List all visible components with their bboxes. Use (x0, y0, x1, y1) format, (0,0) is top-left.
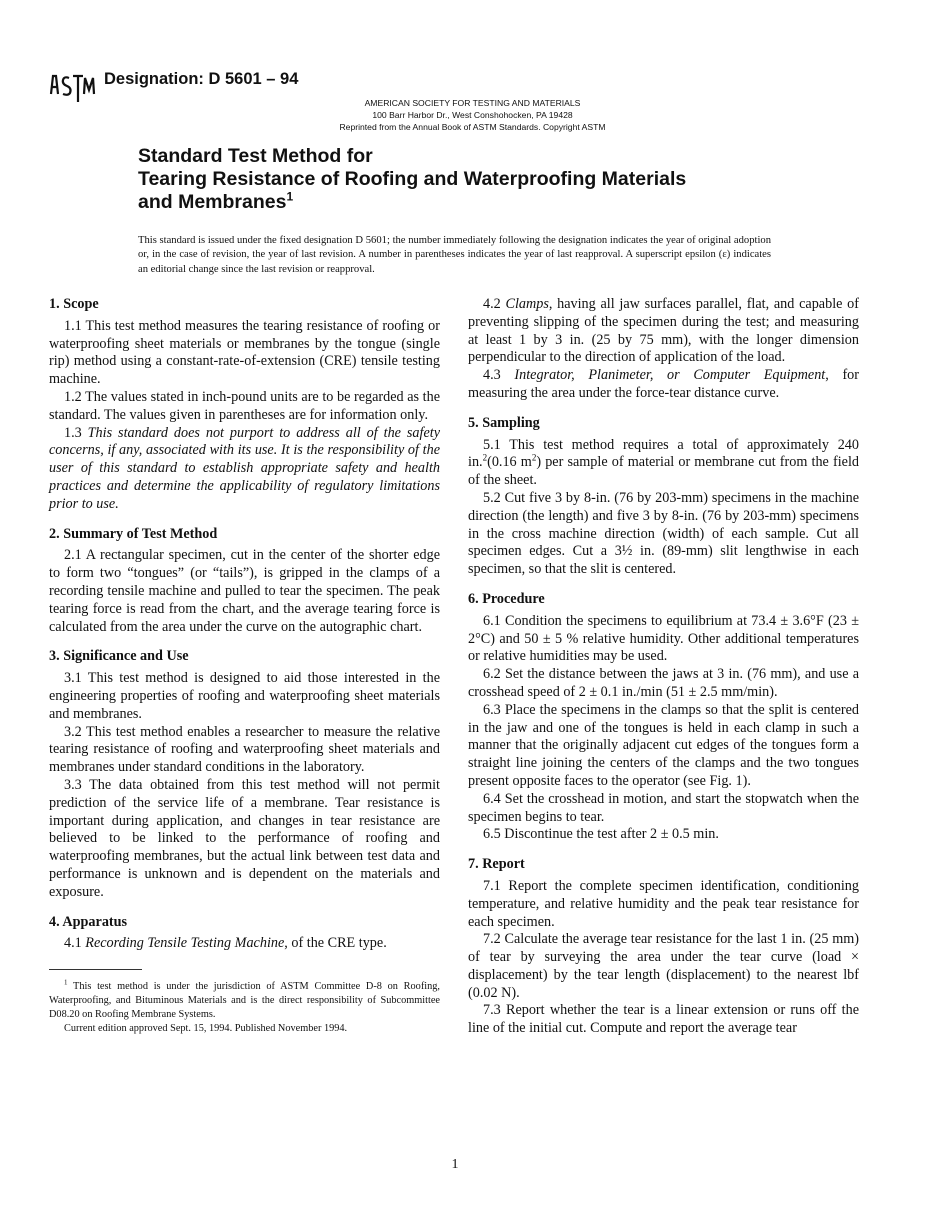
paragraph-1-3: 1.3 This standard does not purport to address all of the safety concerns, if any, associated with its use. It is the responsibility of the user of this standard to establish appropriate safety and health practices and determine the applicability of regulatory limitations prior to use. (49, 424, 440, 512)
paragraph-1-2: 1.2 The values stated in inch-pound units are to be regarded as the standard. The values given in parentheses are for information only. (49, 388, 440, 423)
paragraph-5-1: 5.1 This test method requires a total of approximately 240 in.$^2$(0.16 $m^2$) per sample of material or membrane cut from the field of the sheet. (468, 436, 859, 489)
section-heading-sampling: 5. Sampling (468, 414, 540, 431)
society-name: AMERICAN SOCIETY FOR TESTING AND MATERIALS (364, 98, 581, 108)
left-column (49, 296, 440, 1036)
title-footnote-mark: 1 (286, 189, 294, 204)
right-column (468, 296, 859, 1038)
paragraph-6-5: 6.5 Discontinue the test after 2 ± 0.5 min. (483, 826, 719, 843)
paragraph-6-3: 6.3 Place the specimens in the clamps so that the split is centered in the jaw and one of the tongues is held in each clamp in such a manner that the originally adjacent cut edges of the tongues form a straight line joining the centers of the clamps and the two tongues present opposite faces to the operator (see Fig. 1). (468, 701, 859, 789)
section-heading-apparatus: 4. Apparatus (49, 913, 128, 930)
page-number: 1 (451, 1157, 459, 1172)
paragraph-4-3: 4.3 Integrator, Planimeter, or Computer Equipment, for measuring the area under the force-tear distance curve. (468, 367, 859, 401)
paragraph-6-4: 6.4 Set the crosshead in motion, and start the stopwatch when the specimen begins to tear. (468, 790, 859, 825)
paragraph-2-1: 2.1 A rectangular specimen, cut in the center of the shorter edge to form two “tongues” (or “tails”), is gripped in the clamps of a recording tensile machine and pulled to tear the specimen. The peak tearing force is read from the chart, and the average tearing force is calculated from the area under the curve on the autographic chart. (49, 547, 440, 635)
title-line-3: and Membranes$^1$ (138, 189, 294, 213)
paragraph-3-1: 3.1 This test method is designed to aid those interested in the engineering properties of roofing and waterproofing sheet materials and membranes. (49, 670, 440, 722)
paragraph-7-2: 7.2 Calculate the average tear resistance for the last 1 in. (25 mm) of tear by surveying the area under the tear curve (load × displacement) by the tear length (displacement) to the nearest lbf (0.02 N). (468, 931, 859, 1001)
paragraph-4-2: 4.2 Clamps, having all jaw surfaces parallel, flat, and capable of preventing slipping of the specimen during the test; and measuring at least 1 by 3 in. (25 by 75 mm), with the longer dimension perpendicular to the direction of application of the load. (468, 296, 859, 366)
paragraph-5-2: 5.2 Cut five 3 by 8-in. (76 by 203-mm) specimens in the machine direction (the length) and five 3 by 8-in. (76 by 203-mm) specimens in the cross machine direction (width) of each sample. Cut all specimen edges. Cut a 3½ in. (89-mm) slit lengthwise in each specimen, so that the slit is centered. (468, 489, 859, 578)
paragraph-3-2: 3.2 This test method enables a researcher to measure the relative tearing resistance of roofing and waterproofing sheet materials and membranes under standard conditions in the laboratory. (49, 723, 440, 776)
reprint-notice: Reprinted from the Annual Book of ASTM Standards. Copyright ASTM (339, 122, 606, 132)
paragraph-4-1: 4.1 Recording Tensile Testing Machine, of the CRE type. (64, 935, 387, 952)
paragraph-1-1: 1.1 This test method measures the tearing resistance of roofing or waterproofing sheet materials or membranes by the tongue (single rip) method using a constant-rate-of-extension (CRE) tensile testing machine. (49, 317, 440, 388)
footnote-approval: Current edition approved Sept. 15, 1994. Published November 1994. (64, 1022, 348, 1034)
paragraph-3-3: 3.3 The data obtained from this test method will not permit prediction of the service life of a membrane. Tear resistance is important during application, and changes in tear resistance are believed to be linked to the performance of roofing and waterproofing membranes, but the actual link between test data and performance is unknown and is dependent on the materials and exposure. (49, 776, 440, 900)
section-heading-significance: 3. Significance and Use (49, 648, 189, 665)
paragraph-6-1: 6.1 Condition the specimens to equilibrium at 73.4 ± 3.6°F (23 ± 2°C) and 50 ± 5 % relative humidity. Other additional temperatures or relative humidities may be used. (468, 612, 859, 665)
section-heading-summary: 2. Summary of Test Method (49, 525, 218, 542)
section-heading-report: 7. Report (468, 856, 525, 873)
society-address: 100 Barr Harbor Dr., West Conshohocken, PA 19428 (372, 110, 573, 120)
society-info (300, 97, 645, 133)
footnote-1: $^1$ This test method is under the jurisdiction of ASTM Committee D-8 on Roofing, Waterproofing, and Bituminous Materials and is the direct responsibility of Subcommittee D08.20 on Roofing Membrane Systems. (49, 978, 440, 1020)
designation: Designation: D 5601 – 94 (104, 70, 299, 88)
paragraph-6-2: 6.2 Set the distance between the jaws at 3 in. (76 mm), and use a crosshead speed of 2 ± 0.1 in./min (51 ± 2.5 mm/min). (468, 666, 859, 700)
title-line-1: Standard Test Method for (138, 145, 373, 167)
paragraph-7-1: 7.1 Report the complete specimen identification, conditioning temperature, and relative humidity and the peak tear resistance for each specimen. (468, 877, 859, 930)
paragraph-7-3: 7.3 Report whether the tear is a linear extension or runs off the line of the initial cut. Compute and report the average tear (468, 1002, 859, 1037)
section-heading-scope: 1. Scope (49, 296, 99, 312)
standard-notice: This standard is issued under the fixed designation D 5601; the number immediately following the designation indicates the year of original adoption or, in the case of revision, the year of last revision. A number in parentheses indicates the year of last reapproval. A superscript epsilon (ε) indicates an editorial change since the last revision or reapproval. (138, 235, 771, 275)
section-heading-procedure: 6. Procedure (468, 590, 545, 607)
title-line-2: Tearing Resistance of Roofing and Waterproofing Materials (138, 168, 687, 190)
document-title (138, 145, 818, 214)
astm-logo-icon (48, 64, 96, 112)
footnote-divider (49, 969, 142, 970)
